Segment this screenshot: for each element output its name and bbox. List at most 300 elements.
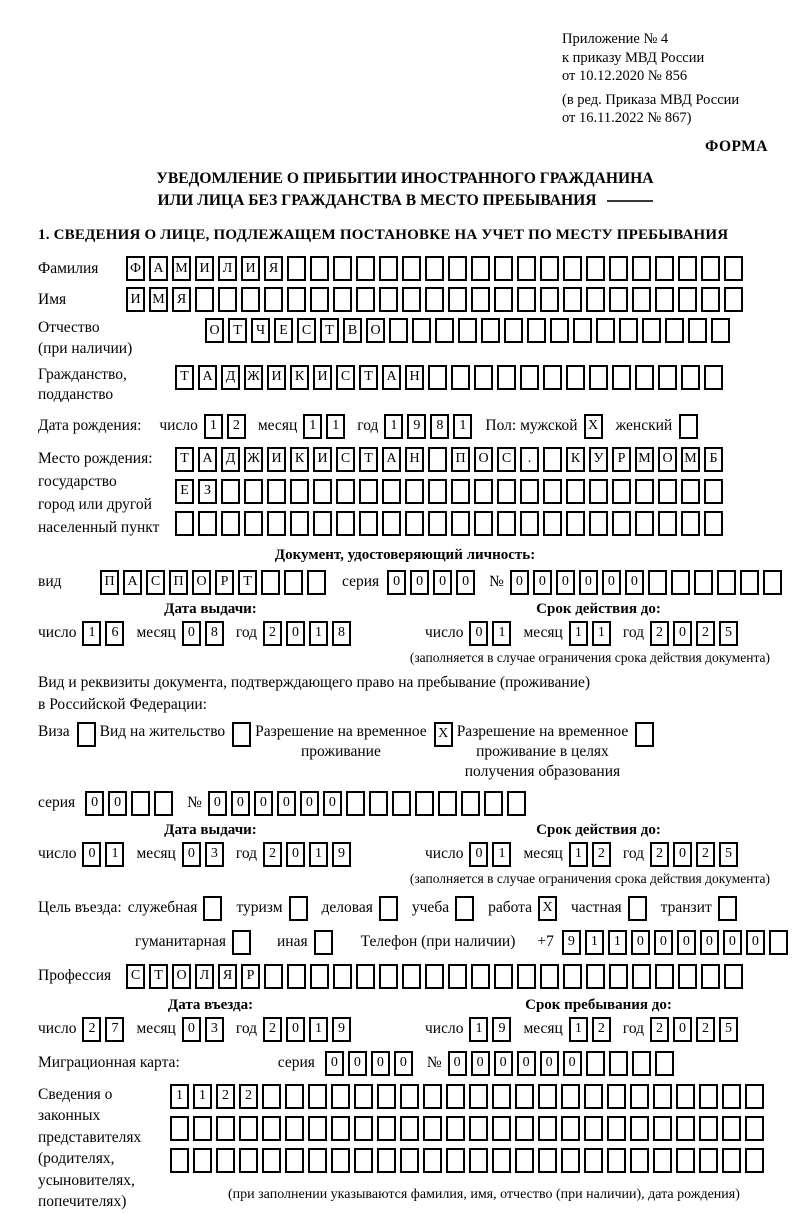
char-cell[interactable] (425, 287, 444, 312)
char-cell[interactable]: У (589, 447, 608, 472)
char-cell[interactable]: А (123, 570, 142, 595)
char-cell[interactable] (658, 511, 677, 536)
char-cell[interactable]: Т (359, 365, 378, 390)
char-cell[interactable]: О (172, 964, 191, 989)
char-cell[interactable] (704, 479, 723, 504)
char-cell[interactable]: 1 (309, 621, 328, 646)
char-cell[interactable] (131, 791, 150, 816)
char-cell[interactable]: 0 (410, 570, 429, 595)
char-cell[interactable] (628, 896, 647, 921)
char-cell[interactable]: 0 (286, 842, 305, 867)
char-cell[interactable] (448, 964, 467, 989)
char-cell[interactable]: О (658, 447, 677, 472)
char-cell[interactable]: 0 (563, 1051, 582, 1076)
char-cell[interactable]: М (149, 287, 168, 312)
char-cell[interactable] (609, 964, 628, 989)
char-cell[interactable]: 1 (326, 414, 345, 439)
char-cell[interactable]: 0 (182, 842, 201, 867)
char-cell[interactable] (154, 791, 173, 816)
char-cell[interactable] (538, 1084, 557, 1109)
char-cell[interactable]: С (126, 964, 145, 989)
char-cell[interactable] (584, 1148, 603, 1173)
char-cell[interactable]: 0 (469, 842, 488, 867)
char-cell[interactable]: 2 (216, 1084, 235, 1109)
char-cell[interactable]: 2 (650, 621, 669, 646)
char-cell[interactable]: Т (238, 570, 257, 595)
char-cell[interactable] (285, 1084, 304, 1109)
char-cell[interactable] (566, 511, 585, 536)
char-cell[interactable]: О (192, 570, 211, 595)
char-cell[interactable] (653, 1084, 672, 1109)
char-cell[interactable]: Т (175, 447, 194, 472)
char-cell[interactable] (724, 287, 743, 312)
char-cell[interactable]: 0 (602, 570, 621, 595)
char-cell[interactable]: 2 (239, 1084, 258, 1109)
char-cell[interactable] (658, 365, 677, 390)
char-cell[interactable] (563, 256, 582, 281)
char-cell[interactable] (586, 1051, 605, 1076)
char-cell[interactable] (678, 964, 697, 989)
char-cell[interactable] (469, 1148, 488, 1173)
char-cell[interactable]: 0 (208, 791, 227, 816)
char-cell[interactable]: 0 (579, 570, 598, 595)
char-cell[interactable] (701, 256, 720, 281)
char-cell[interactable] (609, 287, 628, 312)
char-cell[interactable]: 0 (448, 1051, 467, 1076)
char-cell[interactable] (244, 511, 263, 536)
char-cell[interactable] (448, 287, 467, 312)
char-cell[interactable]: Я (172, 287, 191, 312)
char-cell[interactable]: 0 (673, 842, 692, 867)
char-cell[interactable]: А (382, 365, 401, 390)
char-cell[interactable]: 9 (332, 1017, 351, 1042)
char-cell[interactable] (451, 365, 470, 390)
char-cell[interactable]: 9 (407, 414, 426, 439)
char-cell[interactable] (405, 479, 424, 504)
char-cell[interactable]: 2 (696, 1017, 715, 1042)
char-cell[interactable] (336, 511, 355, 536)
char-cell[interactable]: К (290, 365, 309, 390)
char-cell[interactable]: Т (320, 318, 339, 343)
char-cell[interactable] (377, 1148, 396, 1173)
char-cell[interactable] (405, 511, 424, 536)
char-cell[interactable] (428, 511, 447, 536)
char-cell[interactable] (471, 964, 490, 989)
char-cell[interactable] (193, 1116, 212, 1141)
char-cell[interactable]: 1 (608, 930, 627, 955)
char-cell[interactable]: 0 (677, 930, 696, 955)
char-cell[interactable] (681, 365, 700, 390)
char-cell[interactable]: 1 (569, 1017, 588, 1042)
char-cell[interactable]: 8 (332, 621, 351, 646)
char-cell[interactable]: С (497, 447, 516, 472)
char-cell[interactable] (267, 511, 286, 536)
char-cell[interactable]: 0 (654, 930, 673, 955)
char-cell[interactable] (428, 447, 447, 472)
char-cell[interactable] (494, 287, 513, 312)
char-cell[interactable]: 0 (394, 1051, 413, 1076)
char-cell[interactable] (308, 1116, 327, 1141)
char-cell[interactable] (586, 964, 605, 989)
char-cell[interactable]: Ж (244, 447, 263, 472)
char-cell[interactable] (285, 1116, 304, 1141)
char-cell[interactable] (232, 722, 251, 747)
char-cell[interactable] (333, 287, 352, 312)
char-cell[interactable] (261, 570, 280, 595)
char-cell[interactable] (262, 1084, 281, 1109)
char-cell[interactable] (377, 1116, 396, 1141)
char-cell[interactable]: О (366, 318, 385, 343)
char-cell[interactable] (310, 964, 329, 989)
char-cell[interactable] (632, 256, 651, 281)
char-cell[interactable] (307, 570, 326, 595)
char-cell[interactable] (724, 256, 743, 281)
char-cell[interactable] (379, 896, 398, 921)
char-cell[interactable]: 8 (430, 414, 449, 439)
char-cell[interactable]: Б (704, 447, 723, 472)
char-cell[interactable] (379, 256, 398, 281)
char-cell[interactable] (241, 287, 260, 312)
char-cell[interactable] (722, 1116, 741, 1141)
char-cell[interactable] (239, 1116, 258, 1141)
char-cell[interactable] (244, 479, 263, 504)
char-cell[interactable] (310, 287, 329, 312)
char-cell[interactable]: М (635, 447, 654, 472)
char-cell[interactable] (515, 1084, 534, 1109)
char-cell[interactable]: 1 (309, 842, 328, 867)
char-cell[interactable] (701, 964, 720, 989)
char-cell[interactable]: 7 (105, 1017, 124, 1042)
char-cell[interactable] (694, 570, 713, 595)
char-cell[interactable]: Е (175, 479, 194, 504)
char-cell[interactable] (356, 256, 375, 281)
char-cell[interactable] (474, 365, 493, 390)
char-cell[interactable] (699, 1148, 718, 1173)
char-cell[interactable] (515, 1116, 534, 1141)
char-cell[interactable] (310, 256, 329, 281)
char-cell[interactable] (543, 511, 562, 536)
char-cell[interactable] (561, 1116, 580, 1141)
char-cell[interactable]: 2 (592, 842, 611, 867)
char-cell[interactable]: Р (612, 447, 631, 472)
char-cell[interactable]: 0 (387, 570, 406, 595)
char-cell[interactable]: 0 (673, 1017, 692, 1042)
char-cell[interactable]: Ж (244, 365, 263, 390)
char-cell[interactable] (584, 1116, 603, 1141)
char-cell[interactable] (609, 256, 628, 281)
char-cell[interactable]: X (434, 722, 453, 747)
char-cell[interactable]: 0 (182, 1017, 201, 1042)
char-cell[interactable] (471, 256, 490, 281)
char-cell[interactable] (451, 511, 470, 536)
char-cell[interactable]: Я (218, 964, 237, 989)
char-cell[interactable] (203, 896, 222, 921)
char-cell[interactable] (492, 1148, 511, 1173)
char-cell[interactable] (676, 1116, 695, 1141)
char-cell[interactable] (520, 479, 539, 504)
char-cell[interactable] (704, 365, 723, 390)
char-cell[interactable]: 0 (556, 570, 575, 595)
char-cell[interactable] (382, 479, 401, 504)
char-cell[interactable]: Д (221, 365, 240, 390)
char-cell[interactable] (658, 479, 677, 504)
char-cell[interactable] (676, 1084, 695, 1109)
char-cell[interactable]: 0 (108, 791, 127, 816)
char-cell[interactable]: 1 (82, 621, 101, 646)
char-cell[interactable] (619, 318, 638, 343)
char-cell[interactable]: 6 (105, 621, 124, 646)
char-cell[interactable] (423, 1084, 442, 1109)
char-cell[interactable]: И (195, 256, 214, 281)
char-cell[interactable] (584, 1084, 603, 1109)
char-cell[interactable] (308, 1148, 327, 1173)
char-cell[interactable]: С (336, 365, 355, 390)
char-cell[interactable] (492, 1084, 511, 1109)
char-cell[interactable] (711, 318, 730, 343)
char-cell[interactable]: 5 (719, 842, 738, 867)
char-cell[interactable] (389, 318, 408, 343)
char-cell[interactable] (740, 570, 759, 595)
char-cell[interactable] (400, 1148, 419, 1173)
char-cell[interactable]: 0 (540, 1051, 559, 1076)
char-cell[interactable] (402, 256, 421, 281)
char-cell[interactable] (354, 1116, 373, 1141)
char-cell[interactable] (612, 479, 631, 504)
char-cell[interactable] (540, 256, 559, 281)
char-cell[interactable] (538, 1116, 557, 1141)
char-cell[interactable] (402, 287, 421, 312)
char-cell[interactable] (497, 479, 516, 504)
char-cell[interactable]: 2 (227, 414, 246, 439)
char-cell[interactable] (671, 570, 690, 595)
char-cell[interactable]: С (297, 318, 316, 343)
char-cell[interactable]: 0 (300, 791, 319, 816)
char-cell[interactable] (543, 447, 562, 472)
char-cell[interactable]: 3 (205, 842, 224, 867)
char-cell[interactable]: 0 (517, 1051, 536, 1076)
char-cell[interactable] (635, 722, 654, 747)
char-cell[interactable]: 1 (105, 842, 124, 867)
char-cell[interactable]: 1 (492, 842, 511, 867)
char-cell[interactable] (289, 896, 308, 921)
char-cell[interactable] (665, 318, 684, 343)
char-cell[interactable] (612, 511, 631, 536)
char-cell[interactable]: 2 (263, 842, 282, 867)
char-cell[interactable] (369, 791, 388, 816)
char-cell[interactable]: 0 (433, 570, 452, 595)
char-cell[interactable] (471, 287, 490, 312)
char-cell[interactable] (589, 511, 608, 536)
char-cell[interactable]: 0 (85, 791, 104, 816)
char-cell[interactable] (221, 511, 240, 536)
char-cell[interactable] (331, 1148, 350, 1173)
char-cell[interactable] (77, 722, 96, 747)
char-cell[interactable] (699, 1116, 718, 1141)
char-cell[interactable]: Т (175, 365, 194, 390)
char-cell[interactable] (494, 256, 513, 281)
char-cell[interactable] (586, 256, 605, 281)
char-cell[interactable] (336, 479, 355, 504)
char-cell[interactable]: 2 (696, 842, 715, 867)
char-cell[interactable] (170, 1116, 189, 1141)
char-cell[interactable] (607, 1116, 626, 1141)
char-cell[interactable] (515, 1148, 534, 1173)
char-cell[interactable] (653, 1116, 672, 1141)
char-cell[interactable]: Р (215, 570, 234, 595)
char-cell[interactable]: 0 (348, 1051, 367, 1076)
char-cell[interactable]: 0 (723, 930, 742, 955)
char-cell[interactable]: Ч (251, 318, 270, 343)
char-cell[interactable] (678, 256, 697, 281)
char-cell[interactable] (448, 256, 467, 281)
char-cell[interactable] (550, 318, 569, 343)
char-cell[interactable]: И (126, 287, 145, 312)
char-cell[interactable] (218, 287, 237, 312)
char-cell[interactable] (290, 511, 309, 536)
char-cell[interactable]: И (241, 256, 260, 281)
char-cell[interactable] (412, 318, 431, 343)
char-cell[interactable] (428, 365, 447, 390)
char-cell[interactable] (379, 287, 398, 312)
char-cell[interactable]: 0 (286, 1017, 305, 1042)
char-cell[interactable] (540, 287, 559, 312)
char-cell[interactable] (630, 1084, 649, 1109)
char-cell[interactable]: 5 (719, 621, 738, 646)
char-cell[interactable] (704, 511, 723, 536)
char-cell[interactable] (438, 791, 457, 816)
char-cell[interactable] (589, 479, 608, 504)
char-cell[interactable] (359, 511, 378, 536)
char-cell[interactable]: 0 (325, 1051, 344, 1076)
char-cell[interactable] (331, 1084, 350, 1109)
char-cell[interactable]: Р (241, 964, 260, 989)
char-cell[interactable] (635, 479, 654, 504)
char-cell[interactable] (717, 570, 736, 595)
char-cell[interactable]: 0 (533, 570, 552, 595)
char-cell[interactable]: X (538, 896, 557, 921)
char-cell[interactable] (287, 964, 306, 989)
char-cell[interactable] (455, 896, 474, 921)
char-cell[interactable] (382, 511, 401, 536)
char-cell[interactable] (596, 318, 615, 343)
char-cell[interactable] (446, 1116, 465, 1141)
char-cell[interactable] (379, 964, 398, 989)
char-cell[interactable]: Е (274, 318, 293, 343)
char-cell[interactable]: 2 (650, 1017, 669, 1042)
char-cell[interactable]: А (149, 256, 168, 281)
char-cell[interactable]: К (566, 447, 585, 472)
char-cell[interactable] (681, 479, 700, 504)
char-cell[interactable]: О (474, 447, 493, 472)
char-cell[interactable] (589, 365, 608, 390)
char-cell[interactable]: 0 (510, 570, 529, 595)
char-cell[interactable] (474, 479, 493, 504)
char-cell[interactable] (392, 791, 411, 816)
char-cell[interactable]: 2 (82, 1017, 101, 1042)
char-cell[interactable]: 0 (631, 930, 650, 955)
char-cell[interactable]: 0 (456, 570, 475, 595)
char-cell[interactable] (314, 930, 333, 955)
char-cell[interactable] (469, 1116, 488, 1141)
char-cell[interactable]: 1 (384, 414, 403, 439)
char-cell[interactable]: 0 (323, 791, 342, 816)
char-cell[interactable] (216, 1148, 235, 1173)
char-cell[interactable] (415, 791, 434, 816)
char-cell[interactable]: 0 (494, 1051, 513, 1076)
char-cell[interactable] (425, 256, 444, 281)
char-cell[interactable]: 1 (492, 621, 511, 646)
char-cell[interactable] (586, 287, 605, 312)
char-cell[interactable] (425, 964, 444, 989)
char-cell[interactable] (262, 1116, 281, 1141)
char-cell[interactable] (221, 479, 240, 504)
char-cell[interactable] (484, 791, 503, 816)
char-cell[interactable] (284, 570, 303, 595)
char-cell[interactable] (543, 365, 562, 390)
char-cell[interactable] (264, 964, 283, 989)
char-cell[interactable] (354, 1084, 373, 1109)
char-cell[interactable]: 0 (277, 791, 296, 816)
char-cell[interactable] (461, 791, 480, 816)
char-cell[interactable]: К (290, 447, 309, 472)
char-cell[interactable] (451, 479, 470, 504)
char-cell[interactable]: 9 (492, 1017, 511, 1042)
char-cell[interactable] (517, 256, 536, 281)
char-cell[interactable] (285, 1148, 304, 1173)
char-cell[interactable] (287, 287, 306, 312)
char-cell[interactable]: 2 (650, 842, 669, 867)
char-cell[interactable]: Т (359, 447, 378, 472)
char-cell[interactable]: 0 (286, 621, 305, 646)
char-cell[interactable]: 1 (569, 842, 588, 867)
char-cell[interactable]: С (146, 570, 165, 595)
char-cell[interactable] (446, 1084, 465, 1109)
char-cell[interactable]: 1 (453, 414, 472, 439)
char-cell[interactable]: 1 (585, 930, 604, 955)
char-cell[interactable] (642, 318, 661, 343)
char-cell[interactable]: 0 (673, 621, 692, 646)
char-cell[interactable] (474, 511, 493, 536)
char-cell[interactable] (678, 287, 697, 312)
char-cell[interactable]: 2 (592, 1017, 611, 1042)
char-cell[interactable]: 3 (205, 1017, 224, 1042)
char-cell[interactable] (520, 511, 539, 536)
char-cell[interactable]: С (336, 447, 355, 472)
char-cell[interactable] (563, 287, 582, 312)
char-cell[interactable] (359, 479, 378, 504)
char-cell[interactable] (232, 930, 251, 955)
char-cell[interactable] (356, 964, 375, 989)
char-cell[interactable]: П (100, 570, 119, 595)
char-cell[interactable] (195, 287, 214, 312)
char-cell[interactable] (648, 570, 667, 595)
char-cell[interactable]: П (169, 570, 188, 595)
char-cell[interactable]: 1 (193, 1084, 212, 1109)
char-cell[interactable] (607, 1084, 626, 1109)
char-cell[interactable] (262, 1148, 281, 1173)
char-cell[interactable] (607, 1148, 626, 1173)
char-cell[interactable]: 1 (309, 1017, 328, 1042)
char-cell[interactable] (688, 318, 707, 343)
char-cell[interactable] (469, 1084, 488, 1109)
char-cell[interactable] (520, 365, 539, 390)
char-cell[interactable] (632, 964, 651, 989)
char-cell[interactable]: 0 (625, 570, 644, 595)
char-cell[interactable] (333, 964, 352, 989)
char-cell[interactable]: З (198, 479, 217, 504)
char-cell[interactable]: 0 (182, 621, 201, 646)
char-cell[interactable] (676, 1148, 695, 1173)
